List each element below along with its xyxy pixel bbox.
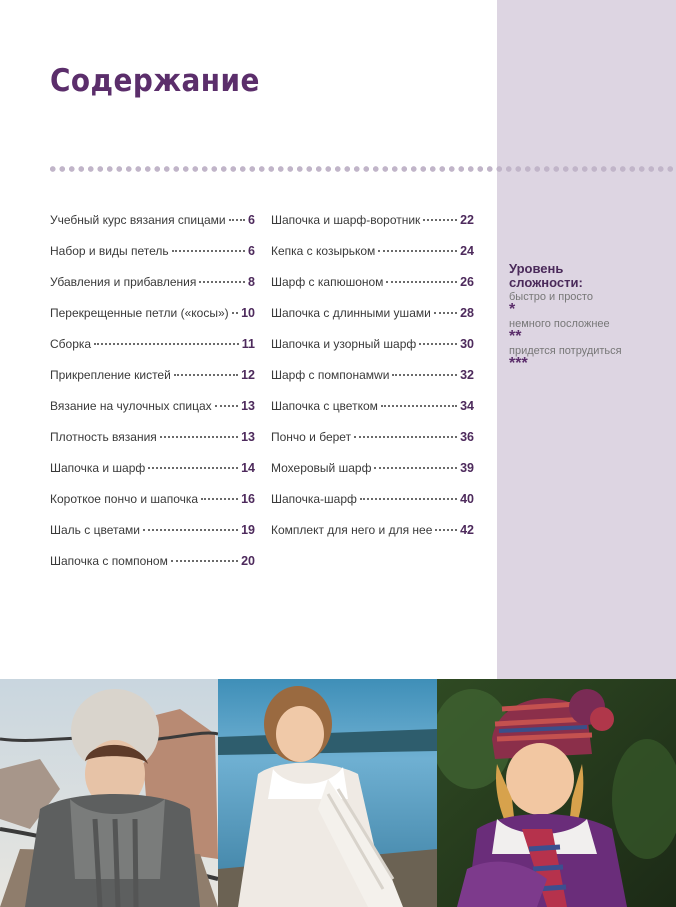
- toc-entry[interactable]: [50, 368, 255, 399]
- toc-entry-label: Шаль с цветами: [50, 523, 140, 537]
- dot-leader: [354, 436, 457, 438]
- toc-entry-page: 13: [241, 430, 255, 444]
- dot-leader: [392, 374, 457, 376]
- dot-leader: [143, 529, 238, 531]
- dot-leader: [232, 312, 238, 314]
- toc-entry-label: Шапочка и узорный шарф: [271, 337, 417, 351]
- dot-leader: [174, 374, 238, 376]
- toc-entry-label: Шапочка и шарф: [50, 461, 146, 475]
- difficulty-title-line1: Уровень: [509, 261, 564, 276]
- toc-entry-label: Перекрещенные петли («косы»): [50, 306, 229, 320]
- toc-entry-label: Плотность вязания: [50, 430, 157, 444]
- toc-entry-page: 34: [460, 399, 474, 413]
- page-title: Содержание: [50, 63, 260, 99]
- dot-leader: [199, 281, 245, 283]
- toc-entry[interactable]: [271, 213, 474, 244]
- dot-leader: [172, 250, 245, 252]
- toc-entry-page: 39: [460, 461, 474, 475]
- toc-entry-page: 8: [248, 275, 255, 289]
- toc-entry[interactable]: [50, 430, 255, 461]
- toc-entry-label: Набор и виды петель: [50, 244, 169, 258]
- toc-entry-label: Прикрепление кистей: [50, 368, 171, 382]
- dotted-divider: [48, 165, 676, 173]
- dot-leader: [201, 498, 238, 500]
- toc-entry[interactable]: [271, 430, 474, 461]
- toc-entry-page: 30: [460, 337, 474, 351]
- photo-woman-white-scarf: [218, 679, 437, 907]
- dot-leader: [215, 405, 238, 407]
- dot-leader: [229, 219, 245, 221]
- dot-leader: [171, 560, 238, 562]
- toc-entry-page: 24: [460, 244, 474, 258]
- toc-entry[interactable]: [50, 523, 255, 554]
- toc-entry-page: 28: [460, 306, 474, 320]
- toc-entry[interactable]: [50, 213, 255, 244]
- toc-entry[interactable]: [271, 244, 474, 275]
- difficulty-stars: *: [509, 301, 516, 318]
- toc-entry[interactable]: [50, 306, 255, 337]
- difficulty-legend: [509, 262, 669, 371]
- toc-entry-label: Учебный курс вязания спицами: [50, 213, 226, 227]
- toc-entry-page: 13: [241, 399, 255, 413]
- dot-leader: [423, 219, 457, 221]
- toc-entry-label: Шапочка с длинными ушами: [271, 306, 431, 320]
- toc-entry-page: 14: [241, 461, 255, 475]
- dot-leader: [381, 405, 457, 407]
- toc-entry-page: 6: [248, 244, 255, 258]
- toc-entry-label: Мохеровый шарф: [271, 461, 372, 475]
- dot-leader: [94, 343, 239, 345]
- toc-entry[interactable]: [50, 399, 255, 430]
- dot-leader: [374, 467, 457, 469]
- toc-entry-page: 32: [460, 368, 474, 382]
- toc-entry-page: 16: [241, 492, 255, 506]
- difficulty-stars: ***: [509, 355, 528, 372]
- toc-entry[interactable]: [271, 492, 474, 523]
- toc-entry-page: 42: [460, 523, 474, 537]
- dot-leader: [160, 436, 238, 438]
- photo-woman-striped-hat: [437, 679, 676, 907]
- toc-entry-page: 19: [241, 523, 255, 537]
- toc-entry-label: Пончо и берет: [271, 430, 352, 444]
- toc-column-right: [271, 213, 476, 554]
- toc-entry-label: Короткое пончо и шапочка: [50, 492, 199, 506]
- toc-entry[interactable]: [271, 306, 474, 337]
- toc-entry-page: 36: [460, 430, 474, 444]
- toc-entry-label: Шапочка с помпоном: [50, 554, 168, 568]
- photo-strip: [0, 679, 676, 907]
- toc-entry-label: Шарф с капюшоном: [271, 275, 384, 289]
- toc-entry-page: 10: [241, 306, 255, 320]
- difficulty-level-text: быстро и просто: [509, 291, 593, 303]
- toc-entry-label: Кепка с козырьком: [271, 244, 376, 258]
- dot-leader: [148, 467, 238, 469]
- toc-entry-page: 12: [241, 368, 255, 382]
- toc-entry-label: Вязание на чулочных спицах: [50, 399, 212, 413]
- toc-entry-label: Убавления и прибавления: [50, 275, 197, 289]
- toc-entry-page: 20: [241, 554, 255, 568]
- dot-leader: [386, 281, 457, 283]
- toc-entry-label: Шапочка и шарф-воротник: [271, 213, 421, 227]
- toc-entry[interactable]: [50, 275, 255, 306]
- toc-entry[interactable]: [50, 244, 255, 275]
- dot-leader: [378, 250, 457, 252]
- toc-entry-label: Шапочка с цветком: [271, 399, 378, 413]
- toc-entry[interactable]: [271, 337, 474, 368]
- toc-entry[interactable]: [50, 492, 255, 523]
- toc-entry-page: 6: [248, 213, 255, 227]
- dot-leader: [435, 529, 457, 531]
- difficulty-title-line2: сложности:: [509, 275, 583, 290]
- dot-leader: [360, 498, 457, 500]
- dot-leader: [419, 343, 457, 345]
- toc-entry[interactable]: [271, 368, 474, 399]
- toc-entry[interactable]: [50, 461, 255, 492]
- difficulty-level-text: немного посложнее: [509, 318, 610, 330]
- dot-leader: [434, 312, 457, 314]
- photo-woman-grey-hat-scarf: [0, 679, 218, 907]
- toc-column-left: [50, 213, 255, 585]
- difficulty-level-text: придется потрудиться: [509, 345, 622, 357]
- toc-entry-label: Сборка: [50, 337, 92, 351]
- toc-entry[interactable]: [50, 337, 255, 368]
- toc-entry-page: 40: [460, 492, 474, 506]
- difficulty-stars: **: [509, 328, 522, 345]
- toc-entry-label: Шарф с помпонамwи: [271, 368, 390, 382]
- toc-entry-label: Комплект для него и для нее: [271, 523, 433, 537]
- toc-entry[interactable]: [271, 523, 474, 554]
- toc-entry[interactable]: [271, 399, 474, 430]
- toc-entry[interactable]: [271, 461, 474, 492]
- toc-entry-page: 26: [460, 275, 474, 289]
- toc-entry-page: 11: [241, 337, 255, 351]
- toc-entry-page: 22: [460, 213, 474, 227]
- toc-entry[interactable]: [50, 554, 255, 585]
- toc-entry-label: Шапочка-шарф: [271, 492, 357, 506]
- toc-entry[interactable]: [271, 275, 474, 306]
